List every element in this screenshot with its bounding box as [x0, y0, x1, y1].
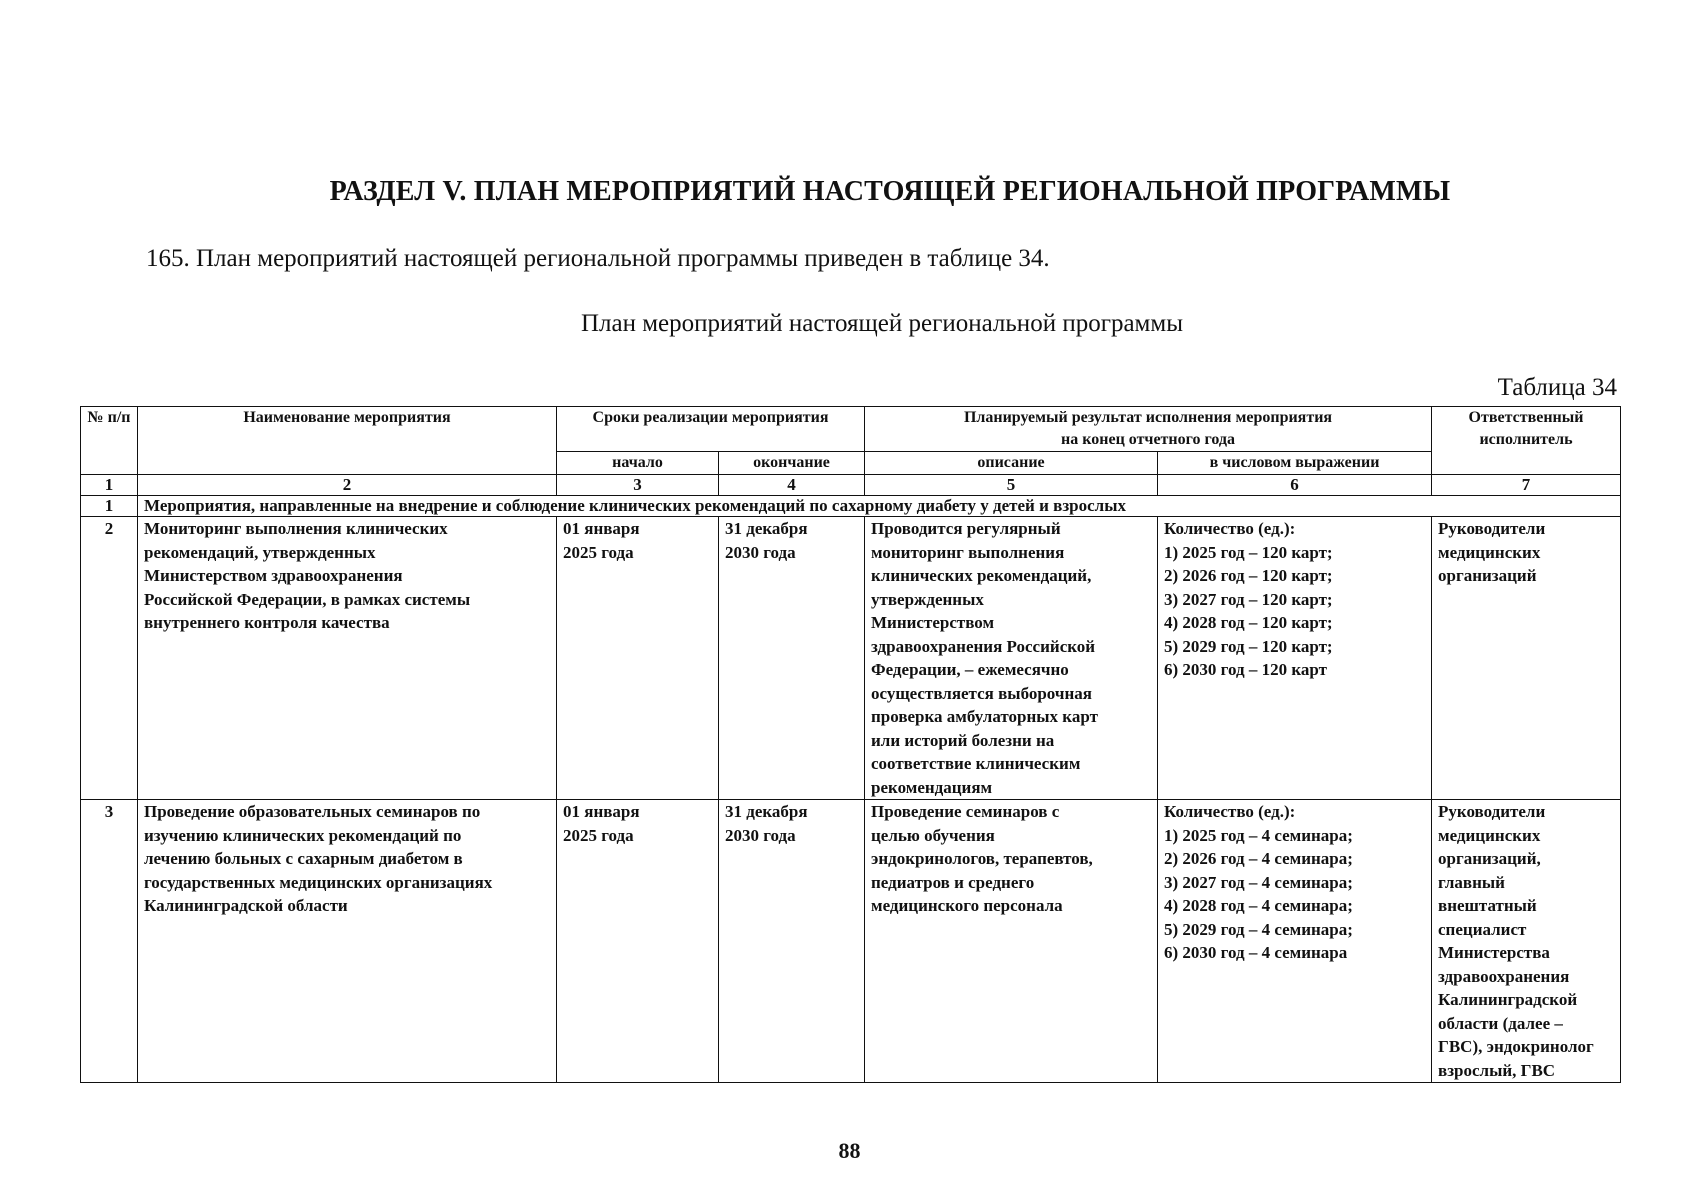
cell-line: Количество (ед.): — [1164, 802, 1296, 821]
cell-line: Проведение образовательных семинаров по — [144, 802, 481, 821]
cell-line: медицинских — [1438, 825, 1541, 845]
section-row-num: 1 — [81, 496, 138, 517]
cell-numeric — [1158, 800, 1432, 1083]
cell-line: 3) 2027 год – 4 семинара; — [1164, 872, 1353, 892]
cell-start — [557, 517, 719, 800]
cell-line: внутреннего контроля качества — [144, 613, 390, 632]
section-row-text: Мероприятия, направленные на внедрение и соблюдение клинических рекомендаций по сахарному диабету у детей и взрослых — [138, 496, 1621, 517]
cell-line: лечению больных с сахарным диабетом в — [144, 849, 463, 868]
cell-line: Руководители — [1438, 802, 1546, 821]
cell-line: 2) 2026 год – 120 карт; — [1164, 566, 1333, 585]
cell-line: 2025 года — [563, 825, 634, 845]
cell-line: 2) 2026 год – 4 семинара; — [1164, 849, 1353, 868]
table-caption: План мероприятий настоящей региональной программы — [580, 310, 1183, 337]
cell-line: соответствие клиническим — [871, 754, 1081, 773]
cell-line: 31 декабря — [725, 802, 808, 821]
column-number: 5 — [865, 475, 1158, 496]
cell-line: 4) 2028 год – 4 семинара; — [1164, 896, 1353, 915]
cell-line: Количество (ед.): — [1164, 519, 1296, 538]
table-row — [81, 517, 1621, 800]
cell-line: клинических рекомендаций, — [871, 566, 1092, 585]
cell-line: Калининградской — [1438, 990, 1578, 1009]
cell-name — [138, 800, 557, 1083]
cell-line: мониторинг выполнения — [871, 542, 1065, 562]
cell-responsible — [1432, 517, 1621, 800]
plan-table — [80, 406, 1621, 1083]
column-number: 6 — [1158, 475, 1432, 496]
cell-line: целью обучения — [871, 825, 995, 845]
cell-line: осуществляется выборочная — [871, 683, 1092, 703]
cell-line: 31 декабря — [725, 519, 808, 538]
cell-line: 1) 2025 год – 4 семинара; — [1164, 825, 1353, 845]
row-num: 3 — [81, 800, 138, 1083]
cell-line: Руководители — [1438, 519, 1546, 538]
header-name: Наименование мероприятия — [138, 407, 557, 475]
cell-end — [719, 517, 865, 800]
cell-end — [719, 800, 865, 1083]
cell-line: главный — [1438, 872, 1505, 892]
cell-line: Проводится регулярный — [871, 519, 1061, 538]
column-number: 1 — [81, 475, 138, 496]
header-num: № п/п — [81, 407, 138, 475]
cell-line: 6) 2030 год – 4 семинара — [1164, 943, 1348, 962]
section-title: РАЗДЕЛ V. ПЛАН МЕРОПРИЯТИЙ НАСТОЯЩЕЙ РЕГИОНАЛЬНОЙ ПРОГРАММЫ — [329, 176, 1451, 207]
cell-line: педиатров и среднего — [871, 872, 1035, 892]
cell-line: области (далее – — [1438, 1013, 1563, 1033]
cell-line: 01 января — [563, 802, 640, 821]
table-row — [81, 800, 1621, 1083]
header-end: окончание — [719, 452, 865, 475]
cell-line: Российской Федерации, в рамках системы — [144, 589, 471, 609]
cell-line: Федерации, – ежемесячно — [871, 660, 1069, 679]
cell-line: 6) 2030 год – 120 карт — [1164, 660, 1327, 679]
cell-line: Министерством здравоохранения — [144, 566, 403, 585]
cell-start — [557, 800, 719, 1083]
cell-line: или историй болезни на — [871, 730, 1055, 750]
cell-line: взрослый, ГВС — [1438, 1060, 1556, 1080]
row-num: 2 — [81, 517, 138, 800]
header-result: Планируемый результат исполнения мероприятия на конец отчетного года — [865, 407, 1432, 452]
cell-line: Министерством — [871, 613, 995, 632]
header-row-1 — [81, 407, 1621, 452]
cell-line: 01 января — [563, 519, 640, 538]
cell-line: 4) 2028 год – 120 карт; — [1164, 613, 1333, 632]
cell-description — [865, 800, 1158, 1083]
cell-line: 3) 2027 год – 120 карт; — [1164, 589, 1333, 609]
cell-line: медицинского персонала — [871, 896, 1063, 915]
cell-line: проверка амбулаторных карт — [871, 707, 1098, 726]
cell-line: изучению клинических рекомендаций по — [144, 825, 462, 845]
cell-numeric — [1158, 517, 1432, 800]
cell-line: здравоохранения — [1438, 966, 1570, 986]
header-numeric: в числовом выражении — [1158, 452, 1432, 475]
cell-responsible — [1432, 800, 1621, 1083]
cell-line: 2030 года — [725, 825, 796, 845]
header-start: начало — [557, 452, 719, 475]
cell-line: организаций — [1438, 566, 1537, 585]
page-number: 88 — [838, 1138, 861, 1163]
column-number: 3 — [557, 475, 719, 496]
cell-description — [865, 517, 1158, 800]
cell-line: 2025 года — [563, 542, 634, 562]
cell-line: ГВС), эндокринолог — [1438, 1037, 1594, 1056]
table-label: Таблица 34 — [1497, 374, 1617, 401]
header-description: описание — [865, 452, 1158, 475]
header-terms: Сроки реализации мероприятия — [557, 407, 865, 452]
header-responsible: Ответственный исполнитель — [1432, 407, 1621, 475]
cell-line: 5) 2029 год – 120 карт; — [1164, 636, 1333, 656]
column-number: 4 — [719, 475, 865, 496]
cell-line: утвержденных — [871, 589, 984, 609]
cell-line: рекомендаций, утвержденных — [144, 542, 376, 562]
cell-name — [138, 517, 557, 800]
cell-line: 1) 2025 год – 120 карт; — [1164, 542, 1333, 562]
intro-paragraph: 165. План мероприятий настоящей региональной программы приведен в таблице 34. — [146, 245, 1050, 272]
cell-line: внештатный — [1438, 896, 1537, 915]
cell-line: специалист — [1438, 919, 1527, 939]
cell-line: Калининградской области — [144, 896, 348, 915]
section-row — [81, 496, 1621, 517]
cell-line: 2030 года — [725, 542, 796, 562]
cell-line: 5) 2029 год – 4 семинара; — [1164, 919, 1353, 939]
column-number-row — [81, 475, 1621, 496]
cell-line: Проведение семинаров с — [871, 802, 1060, 821]
cell-line: государственных медицинских организациях — [144, 872, 493, 892]
column-number: 2 — [138, 475, 557, 496]
cell-line: рекомендациям — [871, 777, 993, 797]
column-number: 7 — [1432, 475, 1621, 496]
cell-line: медицинских — [1438, 542, 1541, 562]
cell-line: организаций, — [1438, 849, 1541, 868]
cell-line: здравоохранения Российской — [871, 636, 1096, 656]
cell-line: Министерства — [1438, 943, 1550, 962]
cell-line: эндокринологов, терапевтов, — [871, 849, 1093, 868]
cell-line: Мониторинг выполнения клинических — [144, 519, 448, 538]
